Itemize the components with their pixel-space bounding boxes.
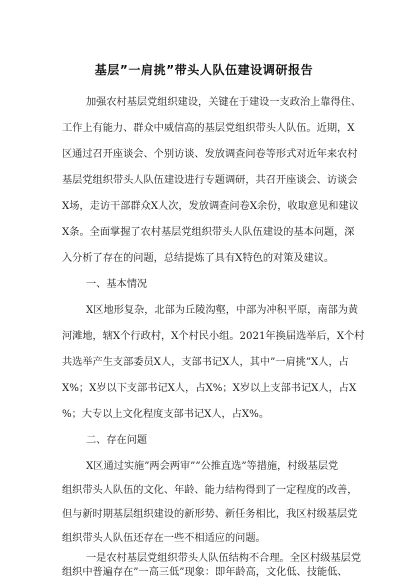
section-heading: 二、存在问题 <box>86 435 148 446</box>
paragraph-line: 加强农村基层党组织建设，关键在于建设一支政治上靠得住、 <box>86 97 362 108</box>
paragraph-line: %；大专以上文化程度支部书记X人，占X%。 <box>62 409 270 420</box>
paragraph-line: 入分析了存在的问题，总结提炼了具有X特色的对策及建议。 <box>62 253 335 264</box>
paragraph-line: 一是农村基层党组织带头人队伍结构不合理。全区村级基层党 <box>86 553 362 564</box>
paragraph-line: X条。全面掌握了农村基层党组织带头人队伍建设的基本问题，深 <box>62 227 355 238</box>
paragraph-line: X场，走访干部群众X人次，发放调查问卷X余份，收取意见和建议 <box>62 201 359 212</box>
paragraph-line: 工作上有能力、群众中威信高的基层党组织带头人队伍。近期，X <box>62 123 355 134</box>
paragraph-line: 基层党组织带头人队伍建设进行专题调研，共召开座谈会、访谈会 <box>62 175 358 186</box>
paragraph-line: 共选举产生支部委员X人，支部书记X人，其中”一肩挑”X人，占 <box>62 357 349 368</box>
paragraph-line: X区通过实施”两会两审””公推直选”等措施，村级基层党 <box>86 461 339 472</box>
paragraph-line: X区地形复杂，北部为丘陵沟壑，中部为冲积平原，南部为黄 <box>86 305 359 316</box>
paragraph-line: 区通过召开座谈会、个别访谈、发放调查问卷等形式对近年来农村 <box>62 149 358 160</box>
paragraph-line: 组织中普遍存在”一高三低”现象：即年龄高，文化低、技能低、 <box>62 567 348 578</box>
paragraph-line: 组织带头人队伍的文化、年龄、能力结构得到了一定程度的改善， <box>62 485 358 496</box>
paragraph-line: X%；X岁以下支部书记X人，占X%；X岁以上支部书记X人，占X <box>62 383 357 394</box>
paragraph-line: 河滩地，辖X个行政村，X个村民小组。2021年换届选举后，X个村 <box>62 331 365 342</box>
document-title: 基层”一肩挑”带头人队伍建设调研报告 <box>94 63 314 77</box>
paragraph-line: 但与新时期基层组织建设的新形势、新任务相比，我区村级基层党 <box>62 509 358 520</box>
section-heading: 一、基本情况 <box>86 279 148 290</box>
paragraph-line: 组织带头人队伍还存在一些不相适应的问题。 <box>62 533 266 544</box>
